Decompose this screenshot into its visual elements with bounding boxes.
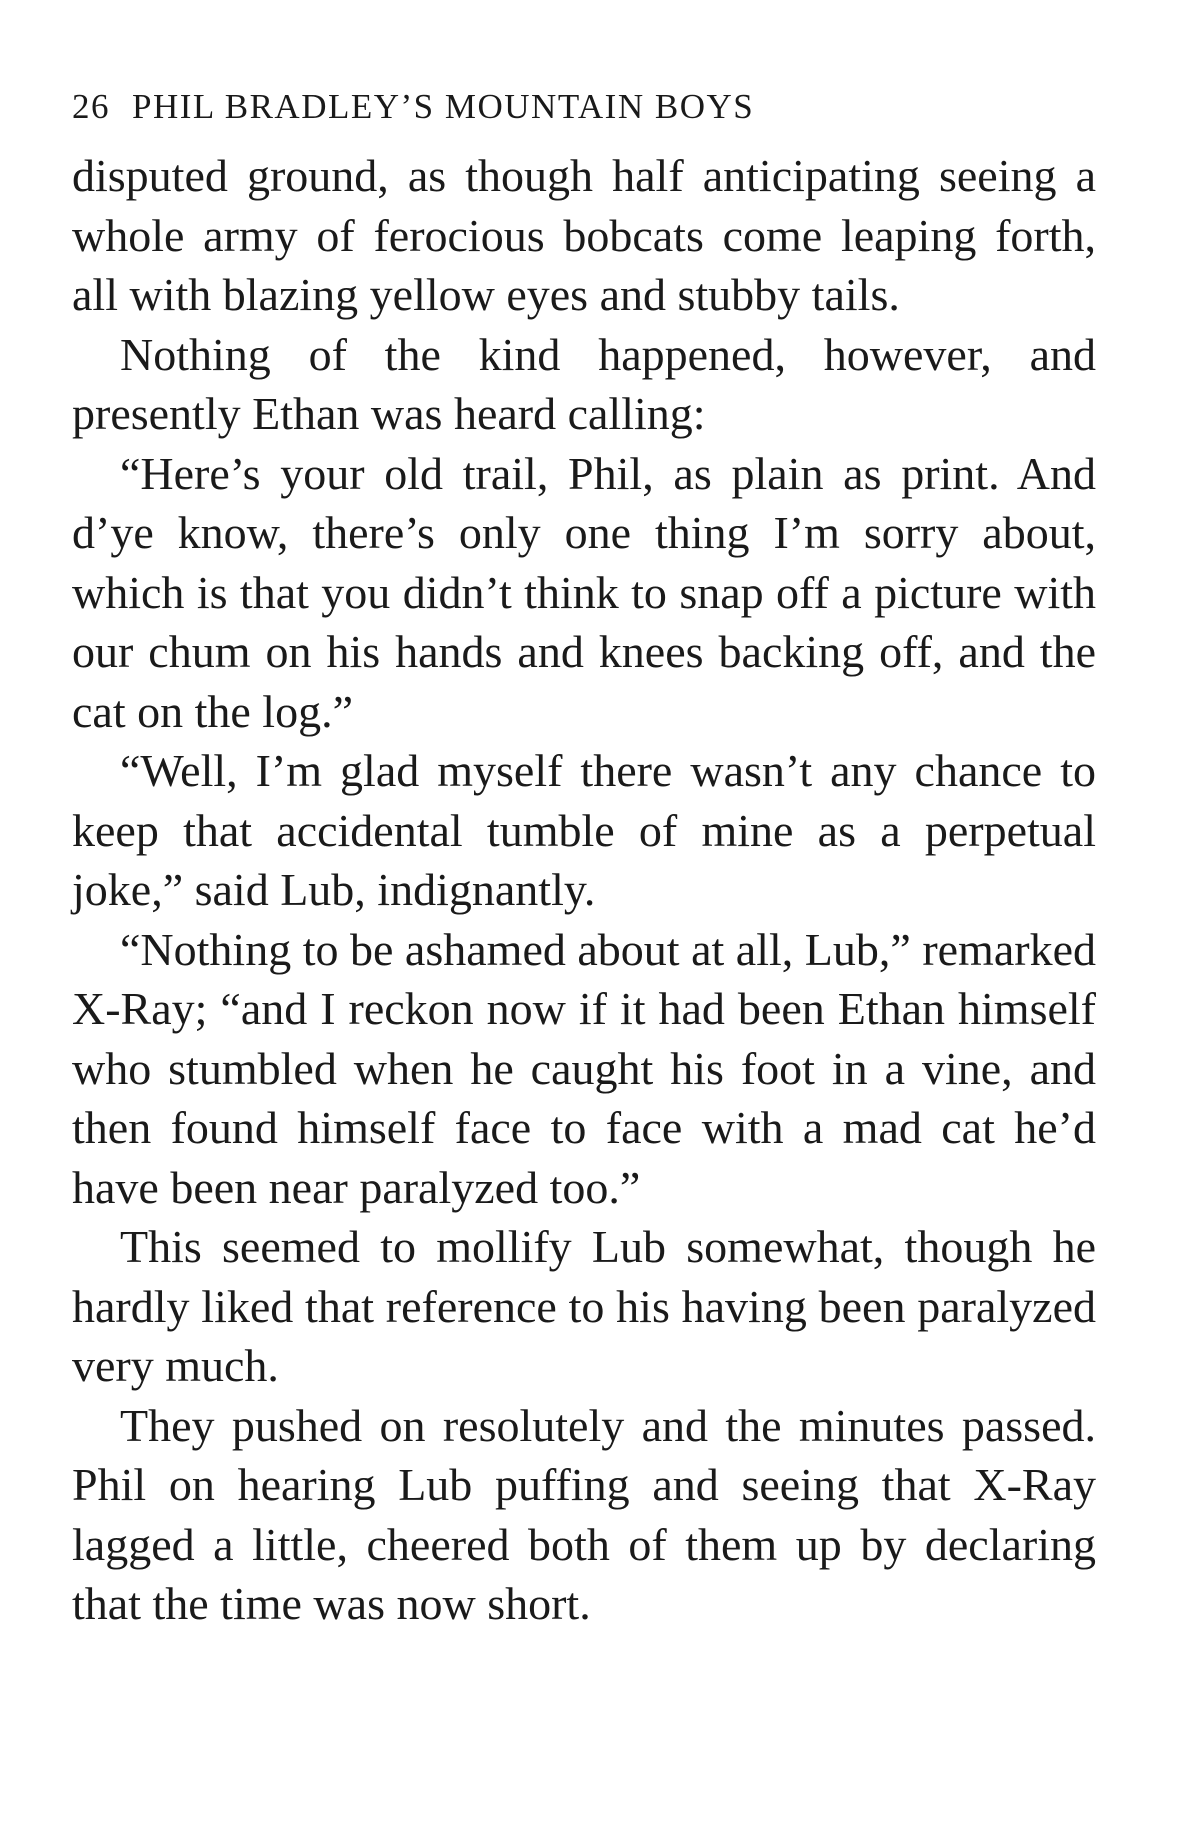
paragraph-5: “Nothing to be ashamed about at all, Lub,” remarked X-Ray; “and I reckon now if it had been Ethan himself who stumbled when he caught his foot in a vine, and then found himself face to face with a mad cat he’d have been near paralyzed too.” [72, 923, 1096, 1213]
paragraph-1: disputed ground, as though half anticipating seeing a whole army of ferocious bobcats come leaping forth, all with blazing yellow eyes and stubby tails. [72, 150, 1096, 320]
paragraph-4: “Well, I’m glad myself there wasn’t any chance to keep that accidental tumble of mine as a perpetual joke,” said Lub, indignantly. [72, 745, 1096, 915]
body-text [72, 146, 1096, 1634]
paragraph-3: “Here’s your old trail, Phil, as plain as print. And d’ye know, there’s only one thing I’m sorry about, which is that you didn’t think to snap off a picture with our chum on his hands and knees backing off, and the cat on the log.” [72, 447, 1096, 737]
page-number: 26 [72, 87, 110, 126]
paragraph-7: They pushed on resolutely and the minutes passed. Phil on hearing Lub puffing and seeing that X-Ray lagged a little, cheered both of them up by declaring that the time was now short. [72, 1399, 1096, 1629]
running-head [72, 78, 1104, 136]
paragraph-6: This seemed to mollify Lub somewhat, though he hardly liked that reference to his having been paralyzed very much. [72, 1221, 1096, 1391]
running-title: PHIL BRADLEY’S MOUNTAIN BOYS [132, 87, 755, 126]
paragraph-2: Nothing of the kind happened, however, and presently Ethan was heard calling: [72, 328, 1096, 439]
